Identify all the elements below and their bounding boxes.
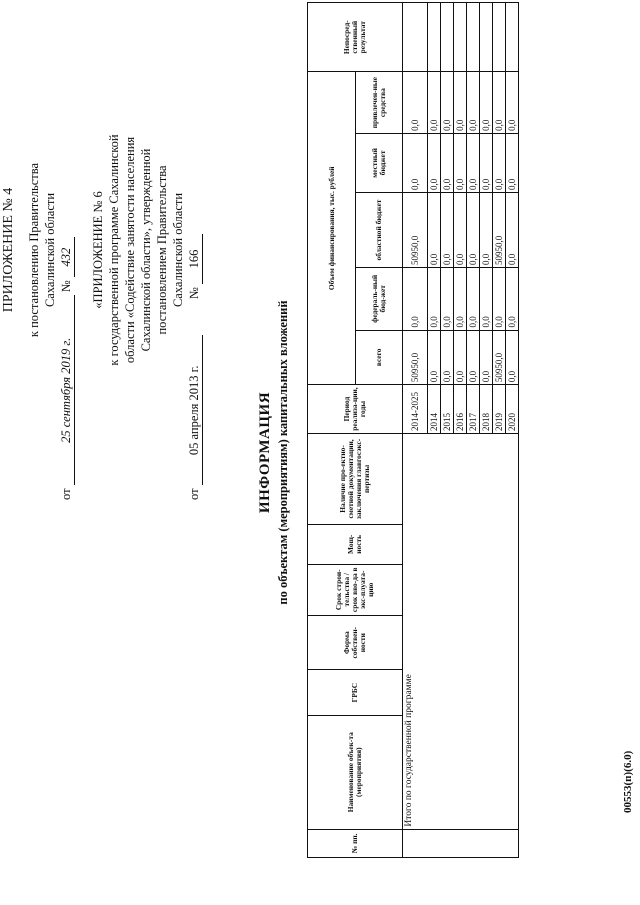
cell-attracted: 0,0 xyxy=(428,72,441,133)
cell-regional: 0,0 xyxy=(506,193,519,268)
cell-period: 2016 xyxy=(454,385,467,434)
cell-total: 0,0 xyxy=(480,330,493,385)
cell-regional: 0,0 xyxy=(441,193,454,268)
cell-local: 0,0 xyxy=(467,133,480,192)
cell-attracted: 0,0 xyxy=(493,72,506,133)
cell-local: 0,0 xyxy=(403,133,428,192)
header-period: Период реализа-ции, годы xyxy=(308,385,403,434)
cell-local: 0,0 xyxy=(454,133,467,192)
table-row xyxy=(403,3,428,858)
cell-num xyxy=(403,829,519,857)
document-subtitle: по объектам (мероприятиям) капитальных вложений xyxy=(276,300,290,605)
number-label: № xyxy=(186,287,201,300)
cell-total: 0,0 xyxy=(454,330,467,385)
cell-result xyxy=(428,3,441,72)
cell-local: 0,0 xyxy=(506,133,519,192)
cell-local: 0,0 xyxy=(441,133,454,192)
cell-federal: 0,0 xyxy=(428,268,441,331)
cell-total: 0,0 xyxy=(428,330,441,385)
capital-investments-table xyxy=(307,2,519,858)
header-num: № пп. xyxy=(308,829,403,857)
cell-result xyxy=(441,3,454,72)
cell-federal: 0,0 xyxy=(403,268,428,331)
cell-attracted: 0,0 xyxy=(403,72,428,133)
header-total: всего xyxy=(356,330,403,385)
document-title: ИНФОРМАЦИЯ xyxy=(257,391,273,514)
appendix-line: Сахалинской области xyxy=(42,192,57,308)
header-funding: Объем финансирования, тыс. рублей xyxy=(308,72,356,385)
appendix-number: 432 xyxy=(58,237,75,277)
cell-federal: 0,0 xyxy=(506,268,519,331)
cell-attracted: 0,0 xyxy=(441,72,454,133)
cell-result xyxy=(493,3,506,72)
cell-period: 2014 xyxy=(428,385,441,434)
header-ownership: Форма собствен-ности xyxy=(308,615,403,670)
header-local: местный бюджет xyxy=(356,133,403,192)
header-docs: Наличие про-ектно-сметной документации, заключения главгосэкс-пертизы xyxy=(308,433,403,524)
cell-attracted: 0,0 xyxy=(454,72,467,133)
cell-period: 2015 xyxy=(441,385,454,434)
reference-line: Сахалинской области», утвержденной xyxy=(138,148,153,352)
appendix-line: к постановлению Правительства xyxy=(26,162,41,338)
cell-attracted: 0,0 xyxy=(506,72,519,133)
cell-regional: 50950,0 xyxy=(403,193,428,268)
reference-line: области «Содействие занятости населения xyxy=(122,136,137,364)
cell-local: 0,0 xyxy=(480,133,493,192)
from-label: от xyxy=(58,488,73,500)
reference-number: 166 xyxy=(186,234,203,284)
cell-result xyxy=(506,3,519,72)
cell-regional: 0,0 xyxy=(480,193,493,268)
total-label: Итого по государственной программе xyxy=(403,433,519,829)
header-capacity: Мощ-ность xyxy=(308,524,403,564)
cell-total: 0,0 xyxy=(506,330,519,385)
header-attracted: привлечен-ные средства xyxy=(356,72,403,133)
cell-federal: 0,0 xyxy=(441,268,454,331)
header-result: Непосред-ственный результат xyxy=(308,3,403,72)
appendix-title: ПРИЛОЖЕНИЕ № 4 xyxy=(1,187,16,313)
cell-regional: 0,0 xyxy=(428,193,441,268)
cell-total: 0,0 xyxy=(441,330,454,385)
document-heading xyxy=(257,0,291,905)
cell-total: 50950,0 xyxy=(493,330,506,385)
cell-federal: 0,0 xyxy=(454,268,467,331)
reference-date: 05 апреля 2013 г. xyxy=(186,335,203,485)
cell-local: 0,0 xyxy=(493,133,506,192)
header-term: Срок строи-тельства / срок вво-да в экс-плуата-цию xyxy=(308,564,403,615)
document-code: 00553(п)(6.0) xyxy=(622,750,634,813)
reference-line: постановлением Правительства xyxy=(154,165,169,335)
cell-regional: 0,0 xyxy=(467,193,480,268)
reference-title: «ПРИЛОЖЕНИЕ № 6 xyxy=(90,191,105,309)
cell-federal: 0,0 xyxy=(493,268,506,331)
cell-result xyxy=(467,3,480,72)
number-label: № xyxy=(58,280,73,293)
cell-attracted: 0,0 xyxy=(480,72,493,133)
cell-federal: 0,0 xyxy=(480,268,493,331)
cell-period: 2014-2025 xyxy=(403,385,428,434)
cell-result xyxy=(480,3,493,72)
header-grbs: ГРБС xyxy=(308,670,403,715)
cell-local: 0,0 xyxy=(428,133,441,192)
reference-line: к государственной программе Сахалинской xyxy=(106,134,121,366)
appendix-date: 25 сентября 2019 г. xyxy=(58,295,75,485)
cell-attracted: 0,0 xyxy=(467,72,480,133)
cell-period: 2020 xyxy=(506,385,519,434)
cell-period: 2019 xyxy=(493,385,506,434)
cell-regional: 0,0 xyxy=(454,193,467,268)
cell-regional: 50950,0 xyxy=(493,193,506,268)
table-body xyxy=(403,3,519,858)
header-name: Наименование объек-та (мероприятия) xyxy=(308,715,403,829)
appendix-date-line xyxy=(58,10,75,500)
reference-line: Сахалинской области xyxy=(170,192,185,308)
from-label: от xyxy=(186,488,201,500)
cell-period: 2018 xyxy=(480,385,493,434)
appendix-block xyxy=(0,10,203,500)
cell-federal: 0,0 xyxy=(467,268,480,331)
header-federal: федераль-ный бюд-жет xyxy=(356,268,403,331)
cell-total: 50950,0 xyxy=(403,330,428,385)
cell-period: 2017 xyxy=(467,385,480,434)
header-regional: областной бюджет xyxy=(356,193,403,268)
cell-total: 0,0 xyxy=(467,330,480,385)
cell-result xyxy=(403,3,428,72)
cell-result xyxy=(454,3,467,72)
reference-date-line xyxy=(186,10,203,500)
